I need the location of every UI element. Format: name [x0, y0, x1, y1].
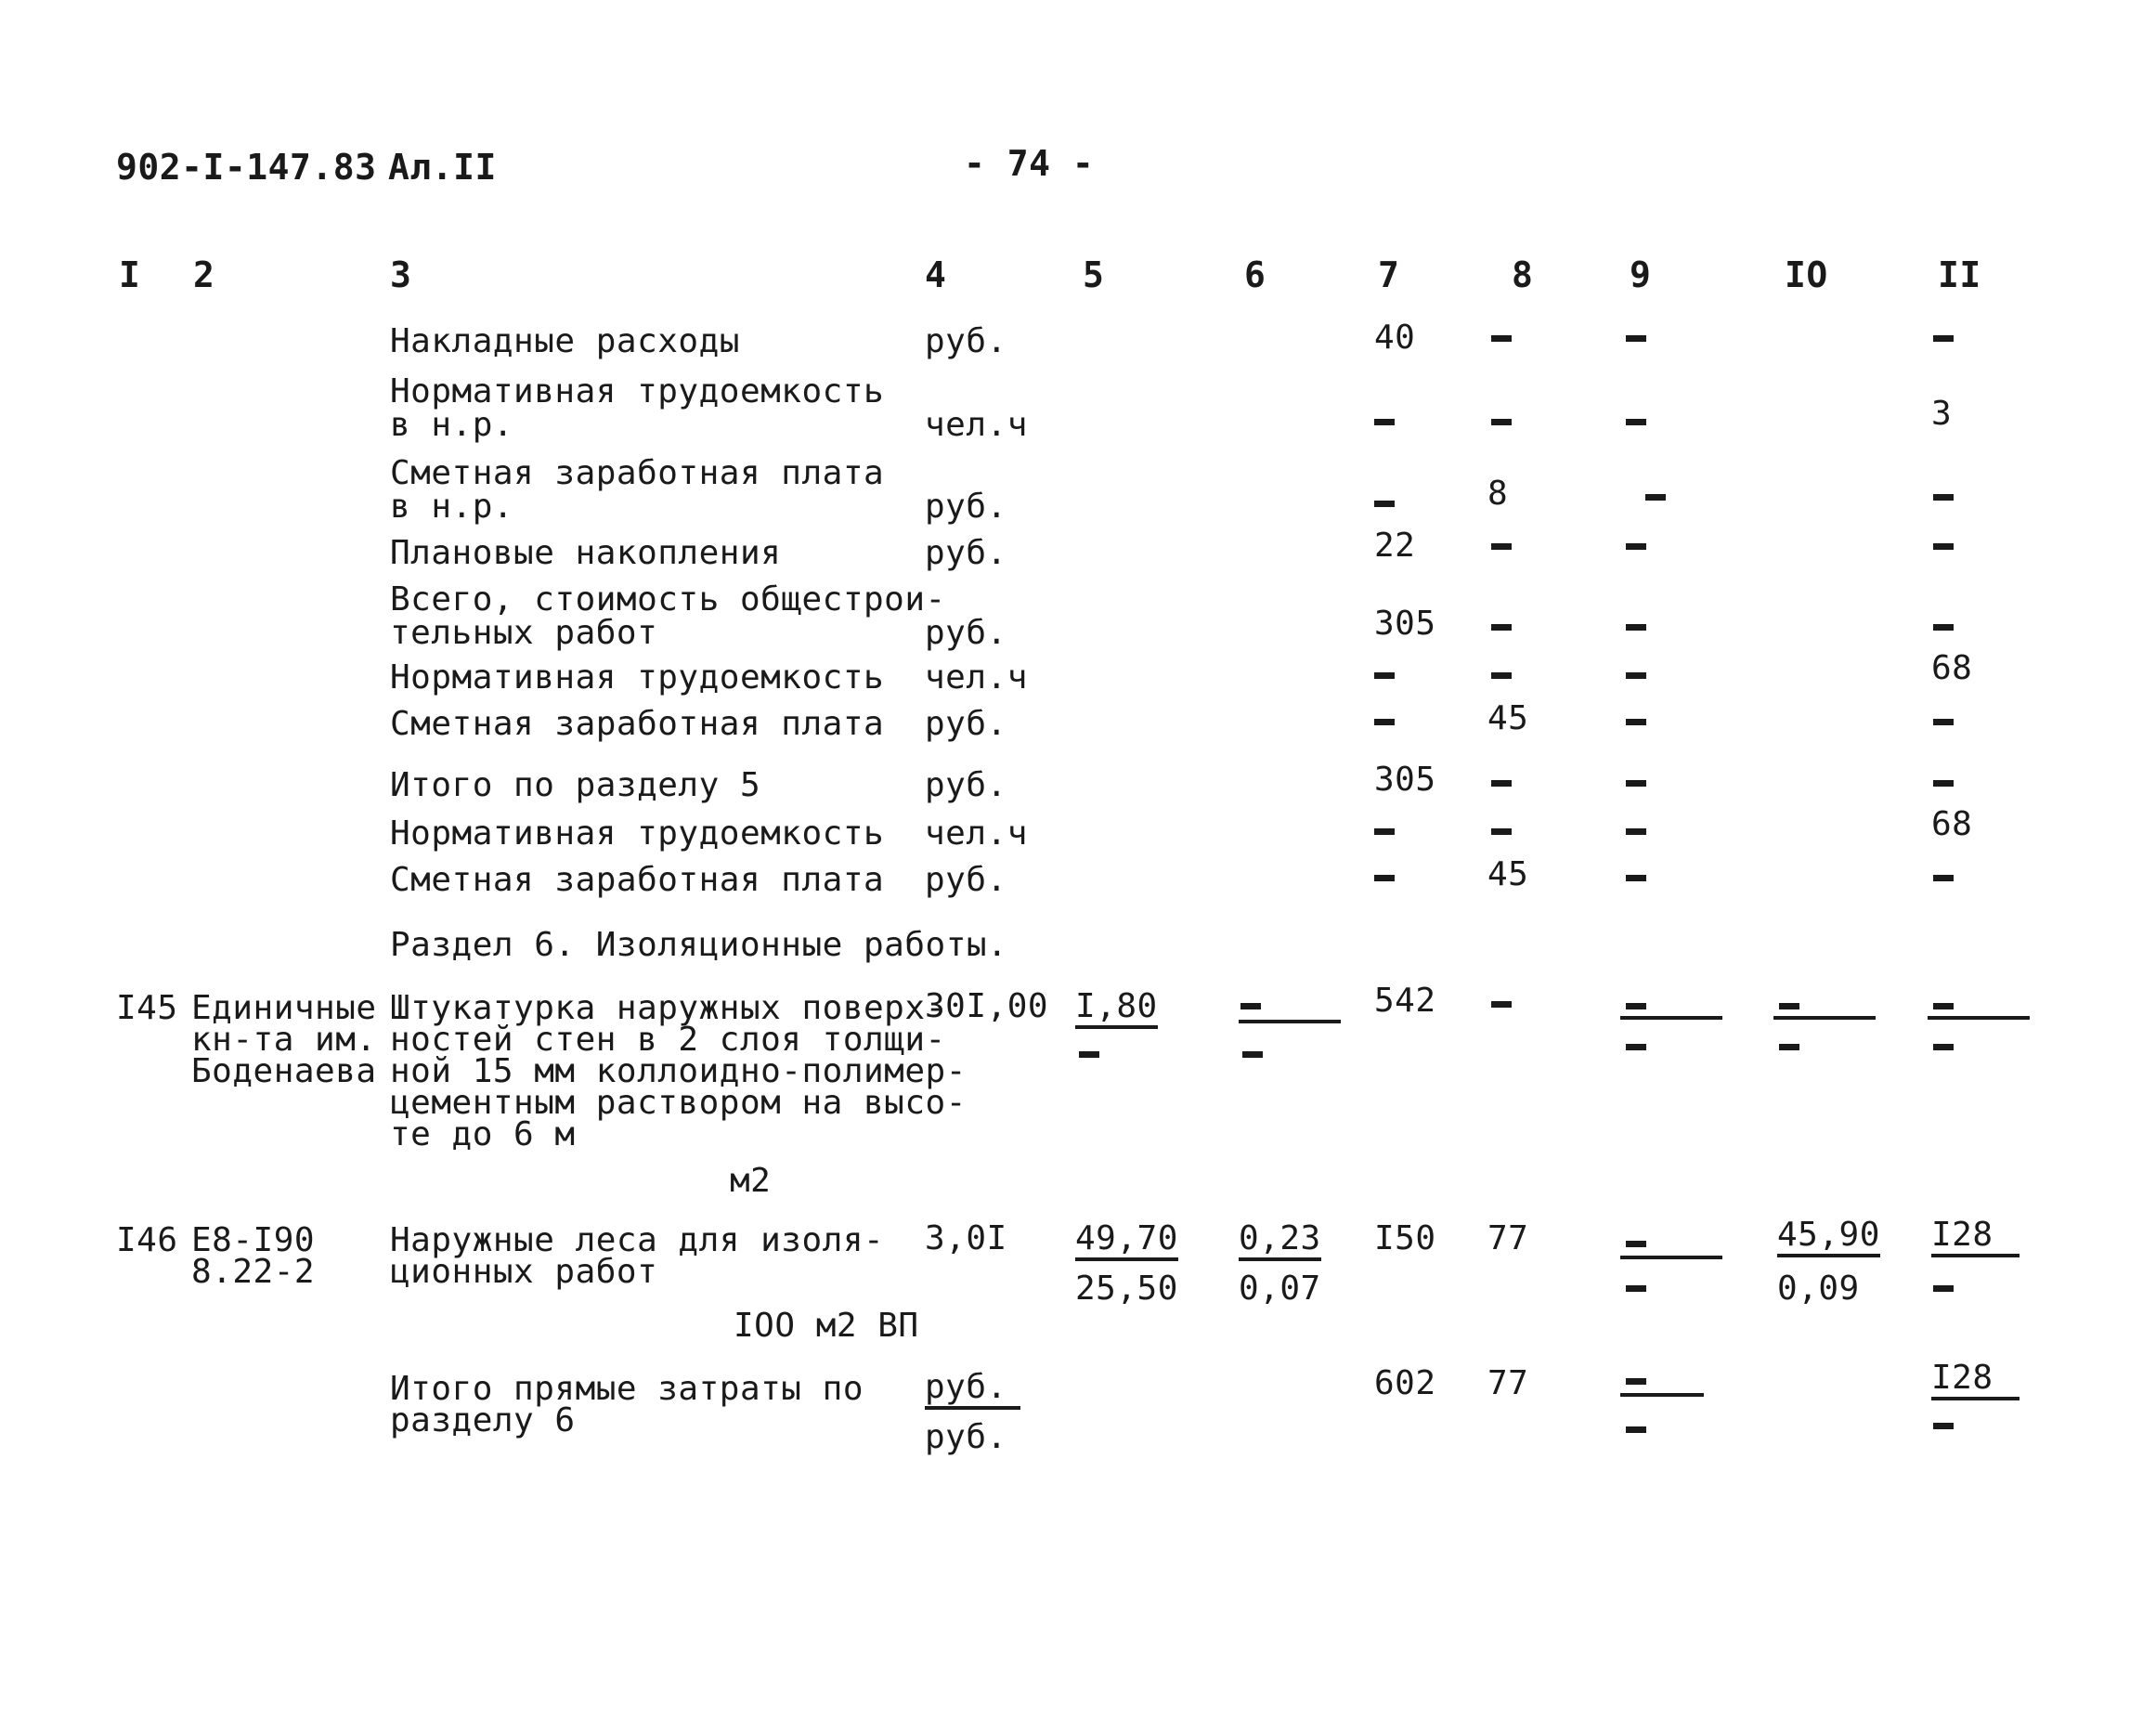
- col-header-1: I: [119, 254, 141, 295]
- dash: [1933, 494, 1954, 501]
- item146-code-line2: 8.22-2: [191, 1253, 316, 1291]
- dash: [1933, 1285, 1954, 1292]
- item145-code-line2: кн-та им.: [191, 1021, 377, 1059]
- col-header-4: 4: [925, 254, 947, 295]
- dash: [1374, 501, 1395, 507]
- dash: [1491, 543, 1512, 550]
- row-wage2-unit: руб.: [925, 861, 1007, 899]
- row-overhead-label: Накладные расходы: [390, 322, 740, 360]
- section6-total-label1: Итого прямые затраты по: [390, 1370, 864, 1408]
- dash: [1933, 543, 1954, 550]
- item145-desc-line3: ной 15 мм коллоидно-полимер-: [390, 1052, 967, 1090]
- dash: [1626, 672, 1646, 679]
- item146-number: I46: [116, 1221, 178, 1259]
- row-wage-label: Сметная заработная плата: [390, 705, 885, 743]
- row-overhead-col7: 40: [1374, 319, 1416, 357]
- item146-col8: 77: [1487, 1219, 1529, 1257]
- item145-code-line3: Боденаева: [191, 1052, 377, 1090]
- row-labor-overhead-label1: Нормативная трудоемкость: [390, 372, 885, 410]
- item146-quantity: 3,0I: [925, 1219, 1007, 1257]
- dash: [1626, 1044, 1646, 1050]
- row-section5-total-col7: 305: [1374, 761, 1436, 799]
- row-wage-overhead-label1: Сметная заработная плата: [390, 454, 885, 492]
- col-header-11: II: [1938, 254, 1981, 295]
- item145-col7: 542: [1374, 982, 1436, 1020]
- row-labor2-unit: чел.ч: [925, 814, 1028, 853]
- item145-col5: I,80: [1075, 990, 1158, 1029]
- item145-desc-line1: Штукатурка наружных поверх-: [390, 989, 946, 1027]
- row-planned-savings-label: Плановые накопления: [390, 534, 782, 572]
- dash: [1626, 335, 1646, 342]
- dash: [1626, 1378, 1646, 1385]
- dash: [1626, 419, 1646, 425]
- dash: [1626, 875, 1646, 881]
- item145-desc-line2: ностей стен в 2 слоя толщи-: [390, 1021, 946, 1059]
- dash: [1374, 828, 1395, 835]
- fraction-line: [1928, 1016, 2030, 1020]
- dash: [1491, 672, 1512, 679]
- dash: [1933, 875, 1954, 881]
- item145-desc-line5: те до 6 м: [390, 1115, 576, 1153]
- row-wage2-col8: 45: [1487, 855, 1529, 893]
- dash: [1491, 419, 1512, 425]
- dash: [1933, 1003, 1954, 1009]
- album-number: Ал.II: [388, 147, 497, 188]
- item146-desc-line1: Наружные леса для изоля-: [390, 1221, 885, 1259]
- dash: [1240, 1003, 1261, 1009]
- fraction-line: [1620, 1016, 1722, 1020]
- section6-total-label2: разделу 6: [390, 1401, 576, 1439]
- row-section5-total-unit: руб.: [925, 766, 1007, 804]
- row-total-label1: Всего, стоимость общестрои-: [390, 580, 946, 619]
- row-wage-overhead-unit: руб.: [925, 488, 1007, 526]
- section6-title: Раздел 6. Изоляционные работы.: [390, 926, 1008, 964]
- dash: [1779, 1044, 1799, 1050]
- row-labor-overhead-unit: чел.ч: [925, 406, 1028, 444]
- row-wage-overhead-label2: в н.р.: [390, 488, 514, 526]
- fraction-line: [1620, 1256, 1722, 1259]
- dash: [1933, 719, 1954, 725]
- item146-col10-top: 45,90: [1777, 1218, 1880, 1257]
- item146-col5-top: 49,70: [1075, 1222, 1178, 1261]
- col-header-6: 6: [1244, 254, 1266, 295]
- dash: [1933, 780, 1954, 787]
- dash: [1491, 624, 1512, 631]
- dash: [1933, 1423, 1954, 1429]
- row-wage-col8: 45: [1487, 699, 1529, 737]
- item146-col10-bottom: 0,09: [1777, 1270, 1860, 1308]
- item145-number: I45: [116, 989, 178, 1027]
- row-labor-overhead-col11: 3: [1931, 395, 1953, 433]
- section6-total-unit-bottom: руб.: [925, 1418, 1007, 1456]
- dash: [1626, 1285, 1646, 1292]
- item146-col7: I50: [1374, 1219, 1436, 1257]
- page-number: - 74 -: [964, 143, 1095, 184]
- item146-desc-line2: ционных работ: [390, 1253, 658, 1291]
- item145-unit: м2: [730, 1162, 772, 1200]
- dash: [1374, 719, 1395, 725]
- col-header-3: 3: [390, 254, 412, 295]
- document-code: 902-I-147.83: [116, 147, 377, 188]
- dash: [1491, 335, 1512, 342]
- col-header-9: 9: [1630, 254, 1652, 295]
- item146-col5-bottom: 25,50: [1075, 1270, 1178, 1308]
- row-planned-savings-unit: руб.: [925, 534, 1007, 572]
- item145-code-line1: Единичные: [191, 989, 377, 1027]
- row-wage-overhead-col8: 8: [1487, 475, 1509, 513]
- item146-col6-top: 0,23: [1239, 1222, 1321, 1261]
- row-overhead-unit: руб.: [925, 322, 1007, 360]
- dash: [1626, 543, 1646, 550]
- dash: [1374, 875, 1395, 881]
- section6-total-col11-top: I28: [1931, 1361, 2020, 1400]
- item146-unit: IOO м2 ВП: [734, 1307, 919, 1345]
- dash: [1933, 335, 1954, 342]
- section6-total-col7: 602: [1374, 1364, 1436, 1402]
- col-header-8: 8: [1512, 254, 1534, 295]
- dash: [1933, 1044, 1954, 1050]
- dash: [1242, 1051, 1263, 1058]
- col-header-10: IO: [1785, 254, 1828, 295]
- dash: [1626, 1003, 1646, 1009]
- row-labor2-col11: 68: [1931, 805, 1973, 843]
- dash: [1626, 1241, 1646, 1247]
- dash: [1491, 828, 1512, 835]
- section6-total-col8: 77: [1487, 1364, 1529, 1402]
- item146-col11-top: I28: [1931, 1218, 2020, 1257]
- col-header-5: 5: [1083, 254, 1105, 295]
- dash: [1779, 1003, 1799, 1009]
- row-planned-savings-col7: 22: [1374, 527, 1416, 565]
- row-labor-overhead-label2: в н.р.: [390, 406, 514, 444]
- section6-total-unit-top: руб.: [925, 1371, 1020, 1410]
- dash: [1491, 780, 1512, 787]
- item145-quantity: 30I,00: [925, 987, 1049, 1025]
- dash: [1374, 419, 1395, 425]
- fraction-line: [1239, 1020, 1341, 1023]
- row-section5-total-label: Итого по разделу 5: [390, 766, 761, 804]
- fraction-line: [1620, 1393, 1704, 1397]
- item146-col6-bottom: 0,07: [1239, 1270, 1321, 1308]
- col-header-2: 2: [193, 254, 215, 295]
- row-total-col7: 305: [1374, 605, 1436, 643]
- dash: [1079, 1051, 1099, 1058]
- row-labor-unit: чел.ч: [925, 658, 1028, 697]
- dash: [1626, 780, 1646, 787]
- dash: [1645, 494, 1666, 501]
- dash: [1491, 1001, 1512, 1008]
- dash: [1626, 719, 1646, 725]
- row-labor2-label: Нормативная трудоемкость: [390, 814, 885, 853]
- row-labor-col11: 68: [1931, 649, 1973, 687]
- row-labor-label: Нормативная трудоемкость: [390, 658, 885, 697]
- row-wage-unit: руб.: [925, 705, 1007, 743]
- col-header-7: 7: [1378, 254, 1400, 295]
- item146-code-line1: Е8-I90: [191, 1221, 316, 1259]
- dash: [1374, 672, 1395, 679]
- fraction-line: [1773, 1016, 1876, 1020]
- row-wage2-label: Сметная заработная плата: [390, 861, 885, 899]
- dash: [1626, 624, 1646, 631]
- row-total-unit: руб.: [925, 614, 1007, 652]
- dash: [1626, 828, 1646, 835]
- dash: [1933, 624, 1954, 631]
- dash: [1626, 1426, 1646, 1433]
- row-total-label2: тельных работ: [390, 614, 658, 652]
- item145-desc-line4: цементным раствором на высо-: [390, 1084, 967, 1122]
